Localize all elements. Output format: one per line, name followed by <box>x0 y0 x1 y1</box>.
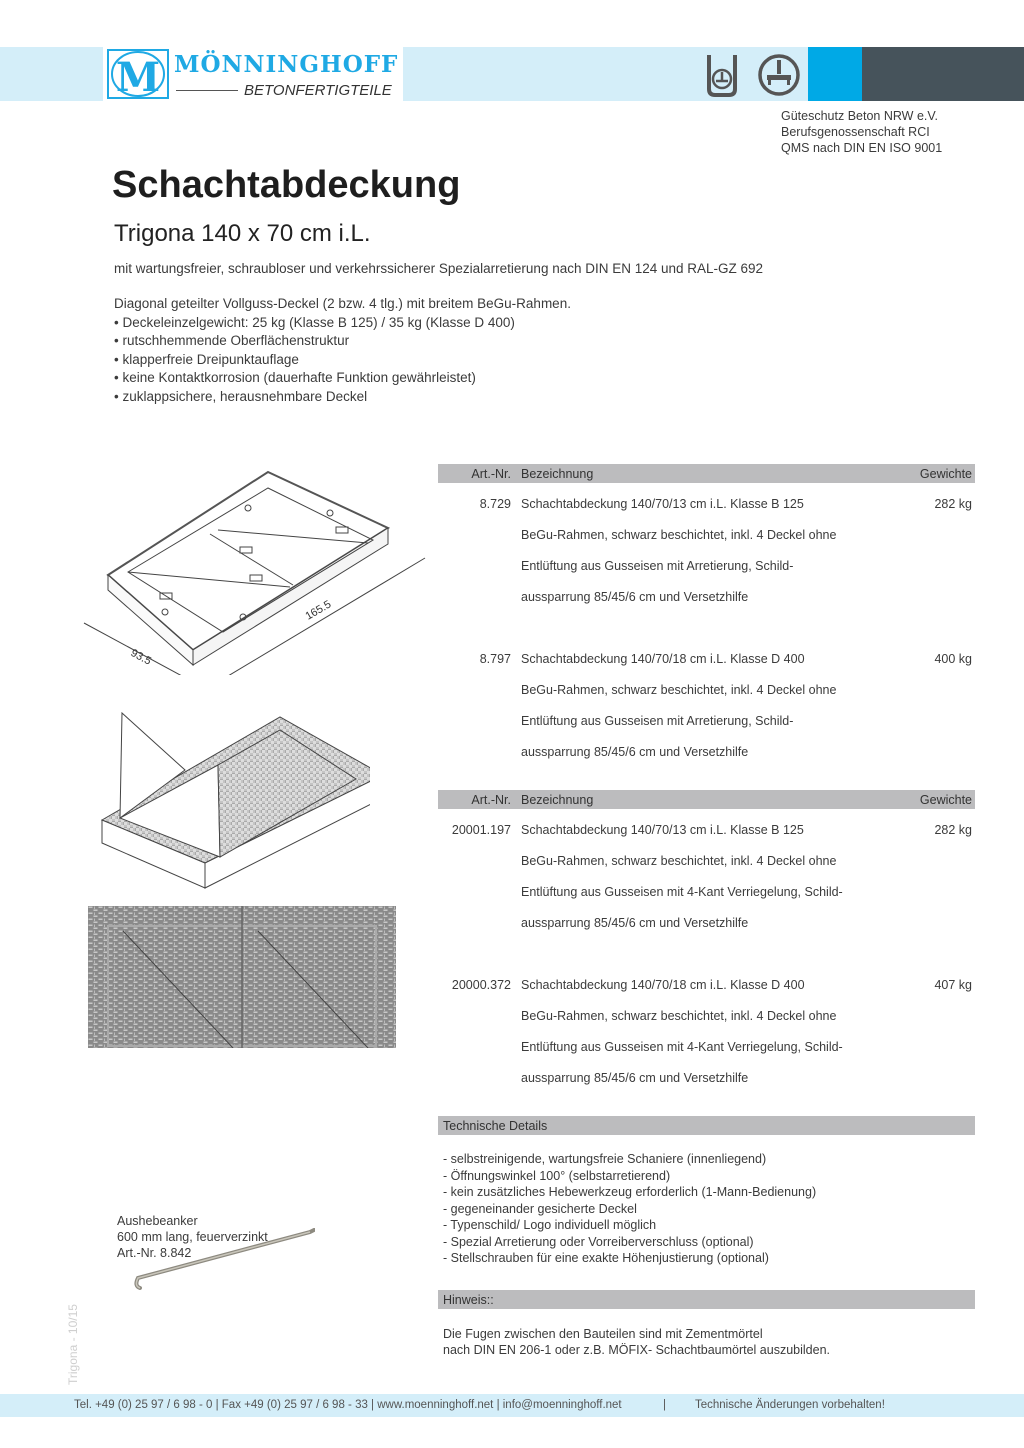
open-cover-illustration <box>100 705 370 890</box>
tech-details-list <box>443 1151 816 1267</box>
col-name: Bezeichnung <box>521 467 594 481</box>
col-art-nr: Art.-Nr. <box>471 793 511 807</box>
footer <box>0 1394 1024 1417</box>
weight: 282 kg <box>934 823 972 837</box>
note-text <box>443 1326 830 1358</box>
feature-item: • Deckeleinzelgewicht: 25 kg (Klasse B 125) / 35 kg (Klasse D 400) <box>114 314 571 333</box>
row-line: BeGu-Rahmen, schwarz beschichtet, inkl. 4 Deckel ohne <box>521 683 837 697</box>
brand-divider <box>176 90 238 91</box>
row-line: Schachtabdeckung 140/70/18 cm i.L. Klasse D 400 <box>521 652 805 666</box>
row-line: aussparrung 85/45/6 cm und Versetzhilfe <box>521 1071 749 1085</box>
page-title: Schachtabdeckung <box>112 164 461 206</box>
cert-line: Güteschutz Beton NRW e.V. <box>781 109 939 123</box>
footer-contact: Tel. +49 (0) 25 97 / 6 98 - 0 | Fax +49 (0) 25 97 / 6 98 - 33 | www.moenninghoff.net | info@moenninghoff.net <box>74 1399 622 1411</box>
header-accent-block <box>808 47 862 101</box>
row-line: Schachtabdeckung 140/70/18 cm i.L. Klasse D 400 <box>521 978 805 992</box>
row-line: Entlüftung aus Gusseisen mit Arretierung, Schild- <box>521 714 794 728</box>
footer-disclaimer: Technische Änderungen vorbehalten! <box>695 1399 885 1411</box>
row-line: BeGu-Rahmen, schwarz beschichtet, inkl. 4 Deckel ohne <box>521 1009 837 1023</box>
dim-width: 93.5 <box>128 647 154 668</box>
brand-name: MÖNNINGHOFF <box>174 51 399 78</box>
row-line: aussparrung 85/45/6 cm und Versetzhilfe <box>521 745 749 759</box>
isometric-drawing <box>68 460 428 675</box>
shaft-load-icon <box>705 53 739 97</box>
tech-item: - Öffnungswinkel 100° (selbstarretierend) <box>443 1168 816 1185</box>
tech-item: - Stellschrauben für eine exakte Höhenjustierung (optional) <box>443 1250 816 1267</box>
art-nr: 8.729 <box>479 497 511 511</box>
feature-list <box>114 314 571 407</box>
tech-item: - selbstreinigende, wartungsfreie Schaniere (innenliegend) <box>443 1151 816 1168</box>
art-nr: 20001.197 <box>451 823 511 837</box>
page-subtitle: Trigona 140 x 70 cm i.L. <box>114 220 371 247</box>
art-nr: 20000.372 <box>451 978 511 992</box>
col-weight: Gewichte <box>919 793 972 807</box>
weight: 407 kg <box>934 978 972 992</box>
anchor-line: Art.-Nr. 8.842 <box>117 1246 192 1260</box>
row-line: Entlüftung aus Gusseisen mit 4-Kant Verriegelung, Schild- <box>521 885 843 899</box>
footer-separator: | <box>663 1399 666 1411</box>
tech-item: - kein zusätzliches Hebewerkzeug erforderlich (1-Mann-Bedienung) <box>443 1184 816 1201</box>
feature-item: • rutschhemmende Oberflächenstruktur <box>114 332 571 351</box>
cover-photo <box>88 906 396 1048</box>
row-line: Schachtabdeckung 140/70/13 cm i.L. Klasse B 125 <box>521 823 804 837</box>
tech-details-header <box>438 1116 975 1135</box>
description <box>114 295 571 406</box>
description-lead: Diagonal geteilter Vollguss-Deckel (2 bzw. 4 tlg.) mit breitem BeGu-Rahmen. <box>114 296 571 311</box>
col-name: Bezeichnung <box>521 793 594 807</box>
cert-line: QMS nach DIN EN ISO 9001 <box>781 141 943 155</box>
tech-item: - Spezial Arretierung oder Vorreiberverschluss (optional) <box>443 1234 816 1251</box>
tech-item: - Typenschild/ Logo individuell möglich <box>443 1217 816 1234</box>
feature-item: • keine Kontaktkorrosion (dauerhafte Funktion gewährleistet) <box>114 369 571 388</box>
load-test-icon <box>757 53 801 97</box>
tech-item: - gegeneinander gesicherte Deckel <box>443 1201 816 1218</box>
row-line: Schachtabdeckung 140/70/13 cm i.L. Klasse B 125 <box>521 497 804 511</box>
art-nr: 8.797 <box>479 652 511 666</box>
row-line: BeGu-Rahmen, schwarz beschichtet, inkl. 4 Deckel ohne <box>521 854 837 868</box>
weight: 400 kg <box>934 652 972 666</box>
row-line: aussparrung 85/45/6 cm und Versetzhilfe <box>521 590 749 604</box>
svg-text:M: M <box>115 54 161 99</box>
dim-length: 165.5 <box>303 598 334 623</box>
side-label: Trigona - 10/15 <box>66 1304 80 1385</box>
feature-item: • zuklappsichere, herausnehmbare Deckel <box>114 388 571 407</box>
feature-item: • klapperfreie Dreipunktauflage <box>114 351 571 370</box>
logo-m-icon <box>107 49 169 99</box>
note-line: Die Fugen zwischen den Bauteilen sind mit Zementmörtel <box>443 1327 763 1341</box>
note-header <box>438 1290 975 1309</box>
brand-subtitle: BETONFERTIGTEILE <box>244 82 392 99</box>
lifting-anchor-image <box>130 1228 315 1298</box>
anchor-line: 600 mm lang, feuerverzinkt <box>117 1230 268 1244</box>
cert-line: Berufsgenossenschaft RCI <box>781 125 930 139</box>
anchor-line: Aushebeanker <box>117 1214 198 1228</box>
certifications <box>781 108 942 156</box>
col-art-nr: Art.-Nr. <box>471 467 511 481</box>
tech-details-heading: Technische Details <box>443 1119 548 1133</box>
row-line: Entlüftung aus Gusseisen mit Arretierung, Schild- <box>521 559 794 573</box>
row-line: BeGu-Rahmen, schwarz beschichtet, inkl. 4 Deckel ohne <box>521 528 837 542</box>
table-header <box>438 790 975 809</box>
col-weight: Gewichte <box>919 467 972 481</box>
table-header <box>438 464 975 483</box>
row-line: aussparrung 85/45/6 cm und Versetzhilfe <box>521 916 749 930</box>
note-heading: Hinweis:: <box>443 1293 494 1307</box>
intro-text: mit wartungsfreier, schraubloser und verkehrssicherer Spezialarretierung nach DIN EN 124 und RAL-GZ 692 <box>114 261 764 276</box>
row-line: Entlüftung aus Gusseisen mit 4-Kant Verriegelung, Schild- <box>521 1040 843 1054</box>
header-dark-block <box>862 47 1024 101</box>
weight: 282 kg <box>934 497 972 511</box>
note-line: nach DIN EN 206-1 oder z.B. MÖFIX- Schachtbaumörtel auszubilden. <box>443 1343 830 1357</box>
